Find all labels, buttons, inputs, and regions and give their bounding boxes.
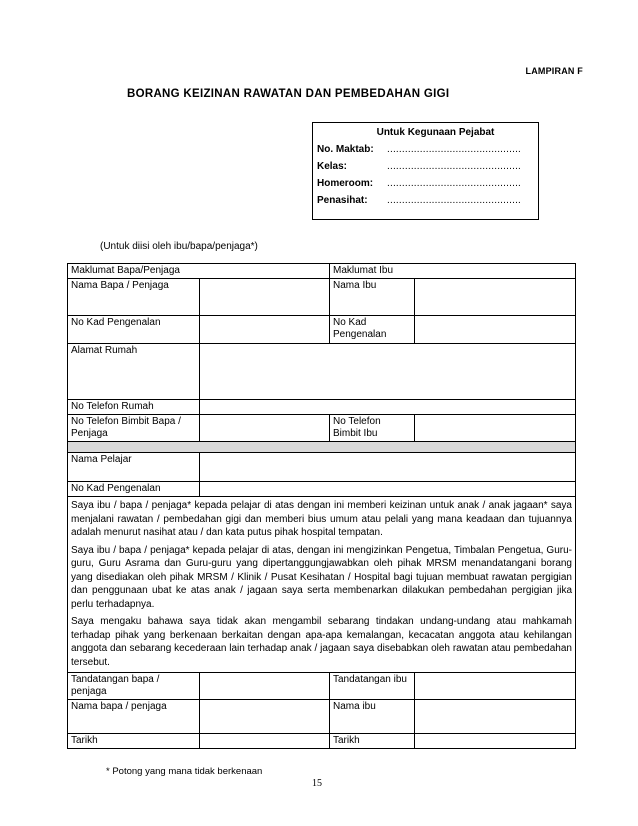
mother-name2-label: Nama ibu: [330, 700, 415, 734]
mother-date-field[interactable]: [415, 734, 576, 749]
instruction-text: (Untuk diisi oleh ibu/bapa/penjaga*): [100, 241, 258, 252]
father-date-label: Tarikh: [68, 734, 200, 749]
home-phone-field[interactable]: [200, 400, 576, 415]
office-label: Homeroom:: [317, 178, 374, 189]
mother-mobile-label: No Telefon Bimbit Ibu: [330, 415, 415, 442]
office-row-penasihat: [317, 195, 538, 206]
consent-paragraph-2: Saya ibu / bapa / penjaga* kepada pelajar di atas, dengan ini mengizinkan Pengetua, Timbalan Pengetua, Guru-guru, Guru Asrama dan Guru-guru yang dipertanggungjawabkan oleh pihak MRSM menandatangani borang yang disediakan oleh pihak MRSM / Klinik / Pusat Kesihatan / Hospital bagi tujuan membuat rawatan pergigian dan penggunaan ubat ke atas anak / jagaan saya serta membenarkan dilakukan pembedahan pergigian jika perlu terhadapnya.: [71, 544, 572, 610]
father-name2-field[interactable]: [200, 700, 330, 734]
footnote: * Potong yang mana tidak berkenaan: [106, 766, 263, 777]
father-name-field[interactable]: [200, 279, 330, 316]
father-name-label: Nama Bapa / Penjaga: [68, 279, 200, 316]
father-signature-field[interactable]: [200, 673, 330, 700]
mother-name2-field[interactable]: [415, 700, 576, 734]
home-phone-label: No Telefon Rumah: [68, 400, 200, 415]
mother-mobile-field[interactable]: [415, 415, 576, 442]
office-row-maktab: [317, 144, 538, 155]
office-value[interactable]: .............................................: [387, 161, 522, 172]
consent-statement: [68, 497, 576, 673]
office-value[interactable]: .............................................: [387, 178, 522, 189]
father-name2-label: Nama bapa / penjaga: [68, 700, 200, 734]
consent-form-table: [67, 263, 576, 749]
consent-paragraph-3: Saya mengaku bahawa saya tidak akan mengambil sebarang tindakan undang-undang atau mahkamah terhadap pihak yang berkenaan berkaitan dengan apa-apa kemalangan, kecacatan anggota atau kehilangan anggota dan sebarang kecederaan lain terhadap anak / jagaan saya disebabkan oleh rawatan atau pembedahan tersebut.: [71, 616, 572, 668]
office-label: Penasihat:: [317, 195, 368, 206]
father-mobile-label: No Telefon Bimbit Bapa / Penjaga: [68, 415, 200, 442]
mother-ic-label: No Kad Pengenalan: [330, 316, 415, 344]
office-row-kelas: [317, 161, 538, 172]
mother-name-label: Nama Ibu: [330, 279, 415, 316]
mother-info-heading: Maklumat Ibu: [330, 264, 576, 279]
father-ic-label: No Kad Pengenalan: [68, 316, 200, 344]
office-label: Kelas:: [317, 161, 348, 172]
mother-name-field[interactable]: [415, 279, 576, 316]
office-use-heading: Untuk Kegunaan Pejabat: [376, 127, 495, 138]
father-info-heading: Maklumat Bapa/Penjaga: [68, 264, 330, 279]
father-mobile-field[interactable]: [200, 415, 330, 442]
mother-signature-label: Tandatangan ibu: [330, 673, 415, 700]
form-title: BORANG KEIZINAN RAWATAN DAN PEMBEDAHAN GIGI: [127, 88, 450, 100]
address-label: Alamat Rumah: [68, 344, 200, 400]
office-label: No. Maktab:: [317, 144, 374, 155]
separator-row: [68, 442, 576, 453]
mother-signature-field[interactable]: [415, 673, 576, 700]
office-row-homeroom: [317, 178, 538, 189]
student-ic-label: No Kad Pengenalan: [68, 482, 200, 497]
page-number: 15: [312, 778, 322, 789]
mother-ic-field[interactable]: [415, 316, 576, 344]
address-field[interactable]: [200, 344, 576, 400]
student-name-label: Nama Pelajar: [68, 453, 200, 482]
consent-paragraph-1: Saya ibu / bapa / penjaga* kepada pelajar di atas dengan ini memberi keizinan untuk anak / anak jagaan* saya menjalani rawatan / pembedahan gigi dan memberi bius umum atau pelali yang mana keadaan dan tujuannya adalah menurut nasihat atau / dan kata putus pihak hospital tempatan.: [71, 500, 572, 538]
father-signature-label: Tandatangan bapa / penjaga: [68, 673, 200, 700]
student-name-field[interactable]: [200, 453, 576, 482]
father-ic-field[interactable]: [200, 316, 330, 344]
mother-date-label: Tarikh: [330, 734, 415, 749]
father-date-field[interactable]: [200, 734, 330, 749]
student-ic-field[interactable]: [200, 482, 576, 497]
office-use-box: [312, 122, 539, 220]
office-value[interactable]: .............................................: [387, 144, 522, 155]
annex-label: LAMPIRAN F: [525, 66, 583, 76]
office-value[interactable]: .............................................: [387, 195, 522, 206]
